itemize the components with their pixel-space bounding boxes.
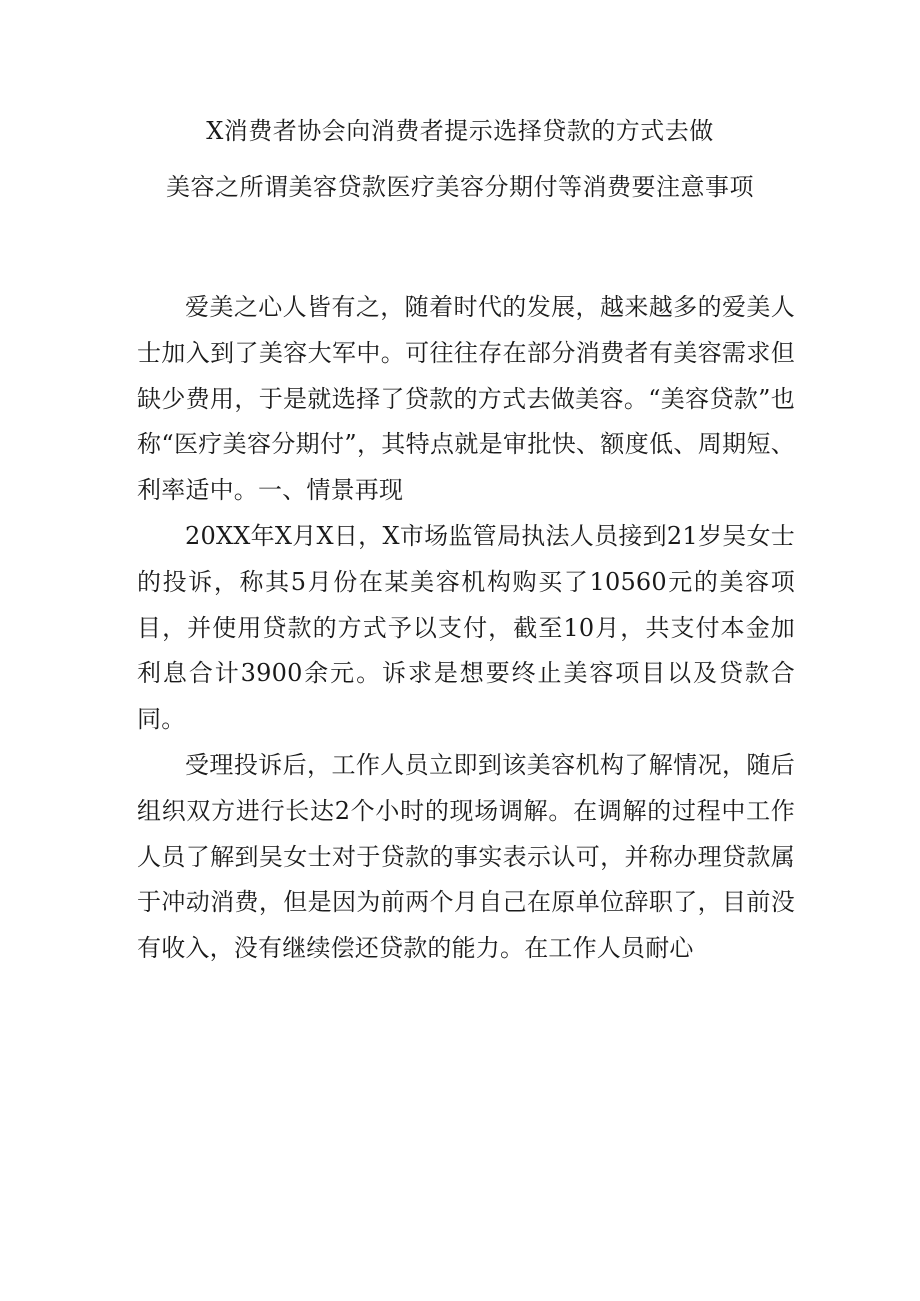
paragraph-case: 20XX年X月X日，X市场监管局执法人员接到21岁吴女士的投诉，称其5月份在某美容机构购买了10560元的美容项目，并使用贷款的方式予以支付，截至10月，共支付本金加利息合计3900余元。诉求是想要终止美容项目以及贷款合同。 [137,521,795,734]
document-title-line-2: 美容之所谓美容贷款医疗美容分期付等消费要注意事项 [166,173,754,201]
document-body [137,285,795,972]
paragraph-intro: 爱美之心人皆有之，随着时代的发展，越来越多的爱美人士加入到了美容大军中。可往往存在部分消费者有美容需求但缺少费用，于是就选择了贷款的方式去做美容。“美容贷款”也称“医疗美容分期付”，其特点就是审批快、额度低、周期短、利率适中。一、情景再现 [137,293,795,505]
paragraph-mediation: 受理投诉后，工作人员立即到该美容机构了解情况，随后组织双方进行长达2个小时的现场调解。在调解的过程中工作人员了解到吴女士对于贷款的事实表示认可，并称办理贷款属于冲动消费，但是因为前两个月自己在原单位辞职了，目前没有收入，没有继续偿还贷款的能力。在工作人员耐心 [137,750,795,963]
document-title-line-1: X消费者协会向消费者提示选择贷款的方式去做 [206,117,714,145]
